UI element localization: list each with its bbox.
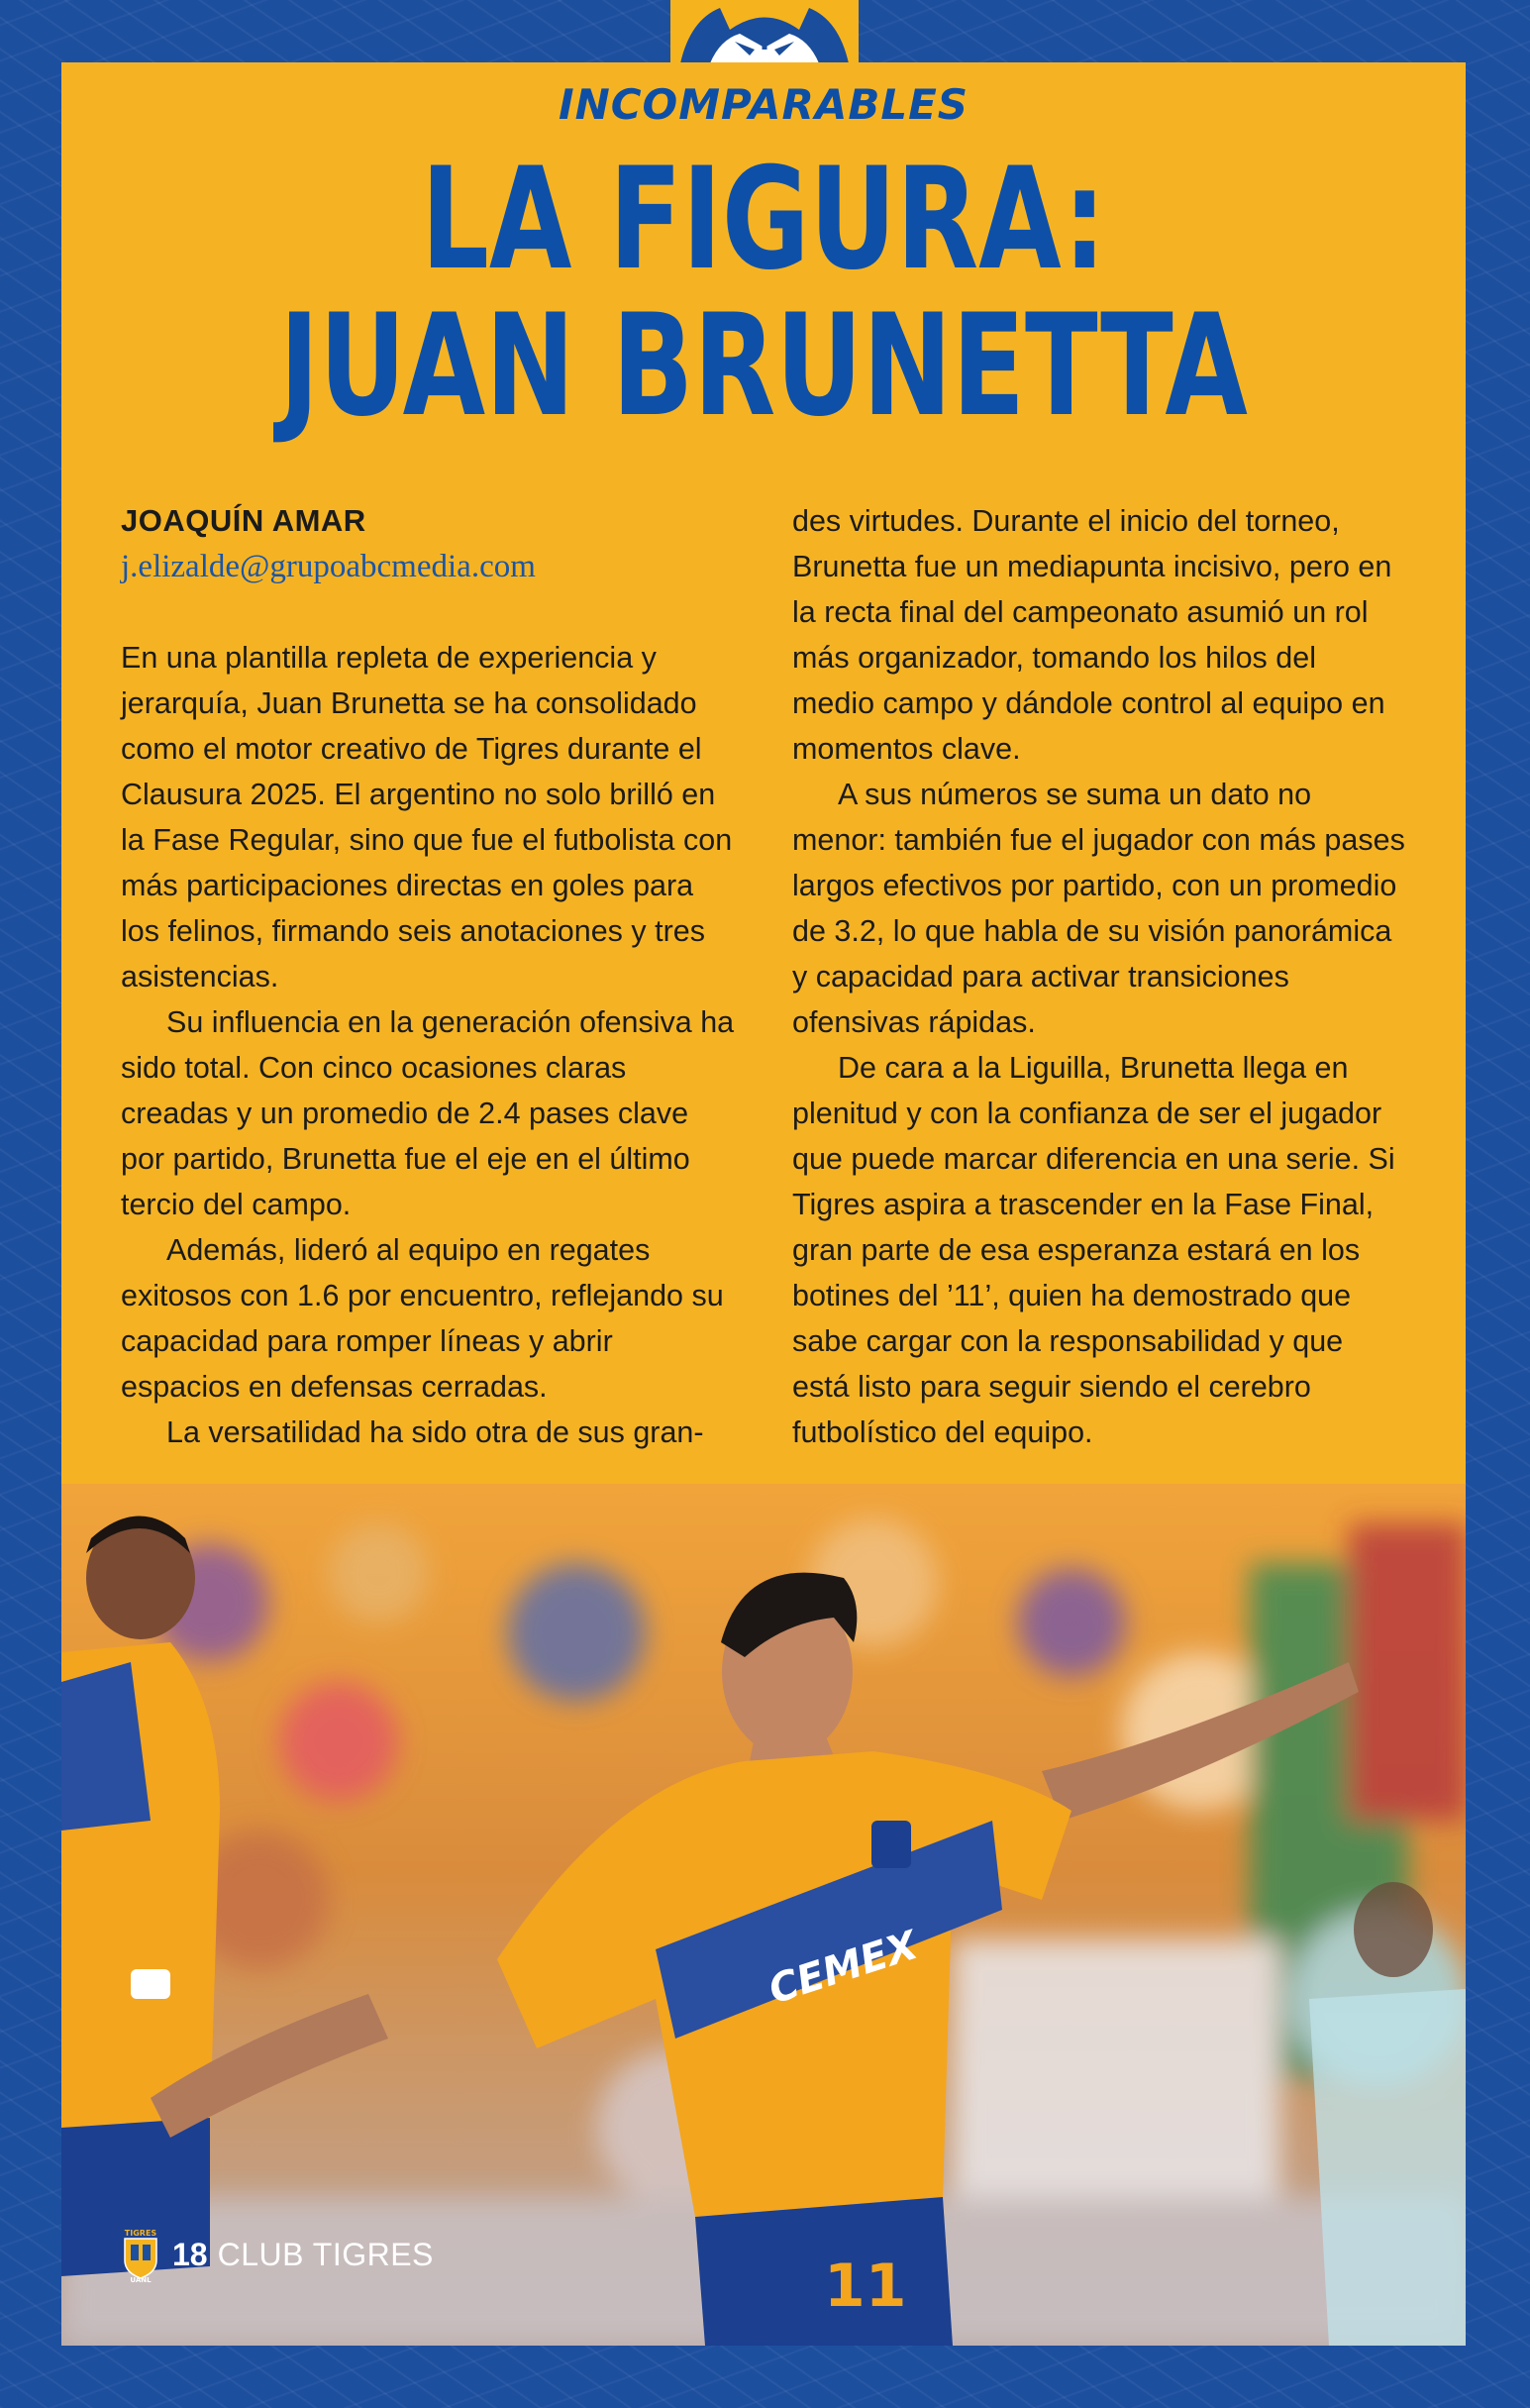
paragraph: De cara a la Liguilla, Brunetta llega en plenitud y con la confianza de ser el jugador que puede marcar diferencia en una serie. Si Tigres aspira a trascender en la Fase Final, gran parte de esa esperanza estará en los botines del ’11’, quien ha demostrado que sabe cargar con la responsabilidad y que está listo para seguir siendo el cerebro futbolístico del equipo. [792, 1051, 1395, 1449]
paragraph: Su influencia en la generación ofensiva ha sido total. Con cinco ocasiones claras creadas y un promedio de 2.4 pases clave por partido, Brunetta fue el eje en el último tercio del campo. [121, 1005, 735, 1221]
article-column-left [121, 498, 735, 1455]
paragraph: A sus números se suma un dato no menor: también fue el jugador con más pases largos efectivos por partido, con un promedio de 3.2, lo que habla de su visión panorámica y capacidad para activar transiciones ofensivas rápidas. [792, 778, 1405, 1039]
tigres-badge-icon [119, 2227, 162, 2282]
author-name: JOAQUÍN AMAR [121, 503, 366, 538]
sponsor-text: CEMEX [763, 1922, 924, 2014]
page-footer [119, 2227, 434, 2282]
paragraph: La versatilidad ha sido otra de sus gran- [166, 1415, 704, 1449]
section-kicker: INCOMPARABLES [558, 80, 969, 129]
article-page [61, 62, 1466, 2346]
tiger-crest-icon [670, 0, 859, 63]
publication-name: CLUB TIGRES [217, 2236, 434, 2272]
player-celebration-photo [61, 1484, 1466, 2346]
badge-bottom-text: UANL [130, 2276, 152, 2282]
badge-top-text: TIGRES [124, 2229, 157, 2238]
shirt-number: 11 [824, 2251, 907, 2321]
paragraph: des virtudes. Durante el inicio del torneo, Brunetta fue un mediapunta incisivo, pero en la recta final del campeonato asumió un rol más organizador, tomando los hilos del medio campo y dándole control al equipo en momentos clave. [792, 504, 1392, 766]
headline-line-1: LA FIGURA: [421, 138, 1106, 301]
headline-line-2: JUAN BRUNETTA [279, 284, 1248, 448]
page-number: 18 [172, 2236, 208, 2272]
author-email[interactable]: j.elizalde@grupoabcmedia.com [121, 549, 536, 584]
paragraph: En una plantilla repleta de experiencia y jerarquía, Juan Brunetta se ha consolidado como el motor creativo de Tigres durante el Clausura 2025. El argentino no solo brilló en la Fase Regular, sino que fue el futbolista con más participaciones directas en goles para los felinos, firmando seis anotaciones y tres asistencias. [121, 641, 733, 994]
paragraph: Además, lideró al equipo en regates exitosos con 1.6 por encuentro, reflejando su capacidad para romper líneas y abrir espacios en defensas cerradas. [121, 1233, 724, 1404]
article-headline [230, 138, 1297, 448]
article-column-right [792, 498, 1406, 1455]
byline-spacer [121, 589, 735, 635]
